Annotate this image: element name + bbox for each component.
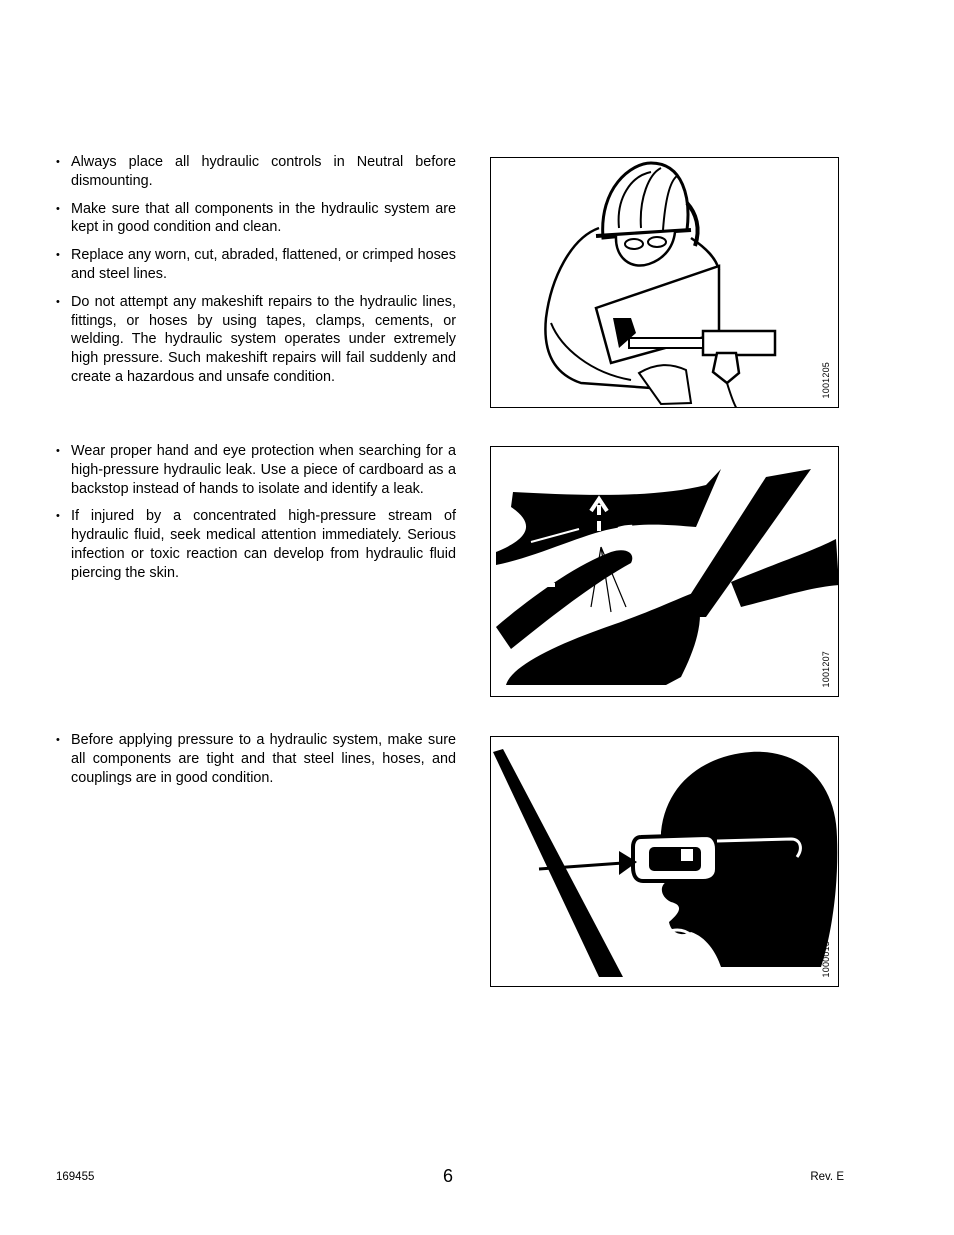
worker-illustration-graphic xyxy=(491,158,839,408)
bullet-item: • Always place all hydraulic controls in Neutral before dismounting. xyxy=(56,153,456,191)
eye-protection-graphic xyxy=(491,737,839,987)
bullet-item: • Make sure that all components in the hydraulic system are kept in good condition and clean. xyxy=(56,200,456,238)
revision-label: Rev. E xyxy=(810,1171,844,1183)
bullet-list xyxy=(56,153,456,396)
hand-injection-hazard-illustration xyxy=(490,446,839,697)
bullet-item: • Wear proper hand and eye protection when searching for a high-pressure hydraulic leak. Use a piece of cardboard as a backstop instead of hands to isolate and identify a leak. xyxy=(56,442,456,498)
bullet-item: • Before applying pressure to a hydraulic system, make sure all components are tight and that steel lines, hoses, and couplings are in good condition. xyxy=(56,731,456,787)
bullet-item: • Replace any worn, cut, abraded, flattened, or crimped hoses and steel lines. xyxy=(56,246,456,284)
bullet-list xyxy=(56,731,456,796)
bullet-list xyxy=(56,442,456,592)
hand-illustration-graphic xyxy=(491,447,839,697)
worker-inspecting-hose-illustration xyxy=(490,157,839,408)
page-number: 6 xyxy=(443,1166,454,1186)
bullet-item: • If injured by a concentrated high-pressure stream of hydraulic fluid, seek medical attention immediately. Serious infection or toxic reaction can develop from hydraulic fluid piercing the skin. xyxy=(56,507,456,582)
figure-id: 1001205 xyxy=(821,361,831,398)
bullet-item: • Do not attempt any makeshift repairs to the hydraulic lines, fittings, or hoses by using tapes, clamps, cements, or welding. The hydraulic system operates under extremely high pressure. Such makeshift repairs will fail suddenly and create a hazardous and unsafe condition. xyxy=(56,293,456,387)
eye-protection-illustration xyxy=(490,736,839,987)
figure-id: 1000013 xyxy=(821,940,831,977)
figure-id: 1001207 xyxy=(821,650,831,687)
document-number: 169455 xyxy=(56,1171,95,1183)
